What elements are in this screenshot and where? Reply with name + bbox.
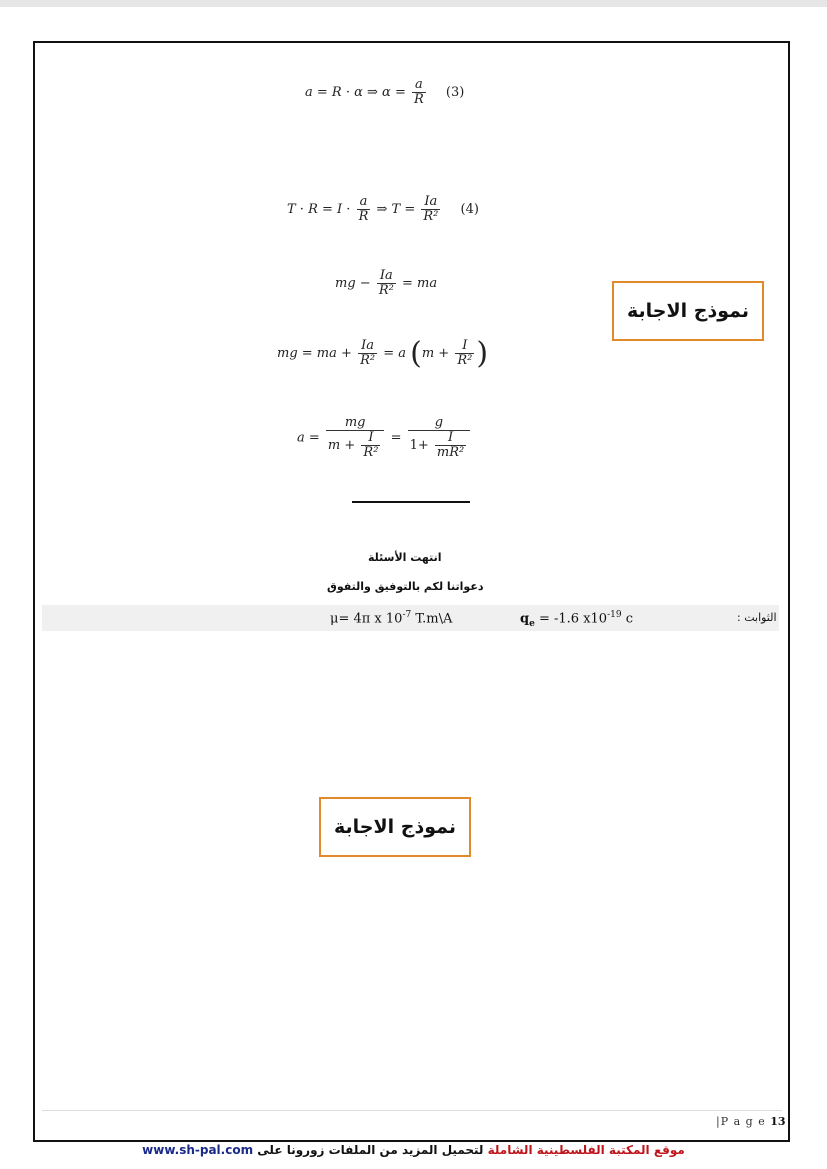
electron-charge-constant: $q_e = -1.6$ $x10^{-19}$ c — [520, 610, 633, 629]
website-link[interactable]: www.sh-pal.com — [142, 1143, 254, 1157]
questions-ended: انتهت الأسئلة — [368, 551, 442, 564]
constants-label: الثوابت : — [737, 611, 777, 624]
equation-6: mg = ma + $\frac{Ia}{\text{R²}}$ = a (m + $\frac{I}{\text{R²}}$ ) — [277, 336, 489, 371]
answer-label-box-2: نموذج الاجابة — [319, 797, 471, 857]
download-banner — [0, 1143, 827, 1160]
equation-7: a = mg m + $\frac{I}{\text{R²}}$ = g 1+ $\frac{I}{\text{mR²}}$ — [297, 416, 472, 460]
mu-constant: μ= 4π x $10^{-7}$ T.m\A — [330, 610, 453, 627]
footer-divider — [42, 1110, 782, 1111]
separator-line — [352, 501, 470, 503]
equation-3: a = R · α ⇒ α = $\frac{a}{R}$ (3) — [305, 77, 465, 107]
equation-4: T · R = I · $\frac{a}{R}$ ⇒ T = $\frac{Ia}{\text{R²}}$ (4) — [287, 194, 479, 224]
answer-label-box: نموذج الاجابة — [612, 281, 764, 341]
good-luck-wishes: دعواتنا لكم بالتوفيق والتفوق — [327, 580, 484, 593]
top-bar — [0, 0, 827, 7]
library-name: موقع المكتبة الفلسطينية الشاملة — [487, 1143, 685, 1157]
page-number: |P a g e 13 — [716, 1115, 786, 1128]
equation-5: mg − $\frac{Ia}{\text{R²}}$ = ma — [335, 268, 438, 298]
download-text: لتحميل المزيد من الملفات زورونا على — [257, 1143, 484, 1157]
